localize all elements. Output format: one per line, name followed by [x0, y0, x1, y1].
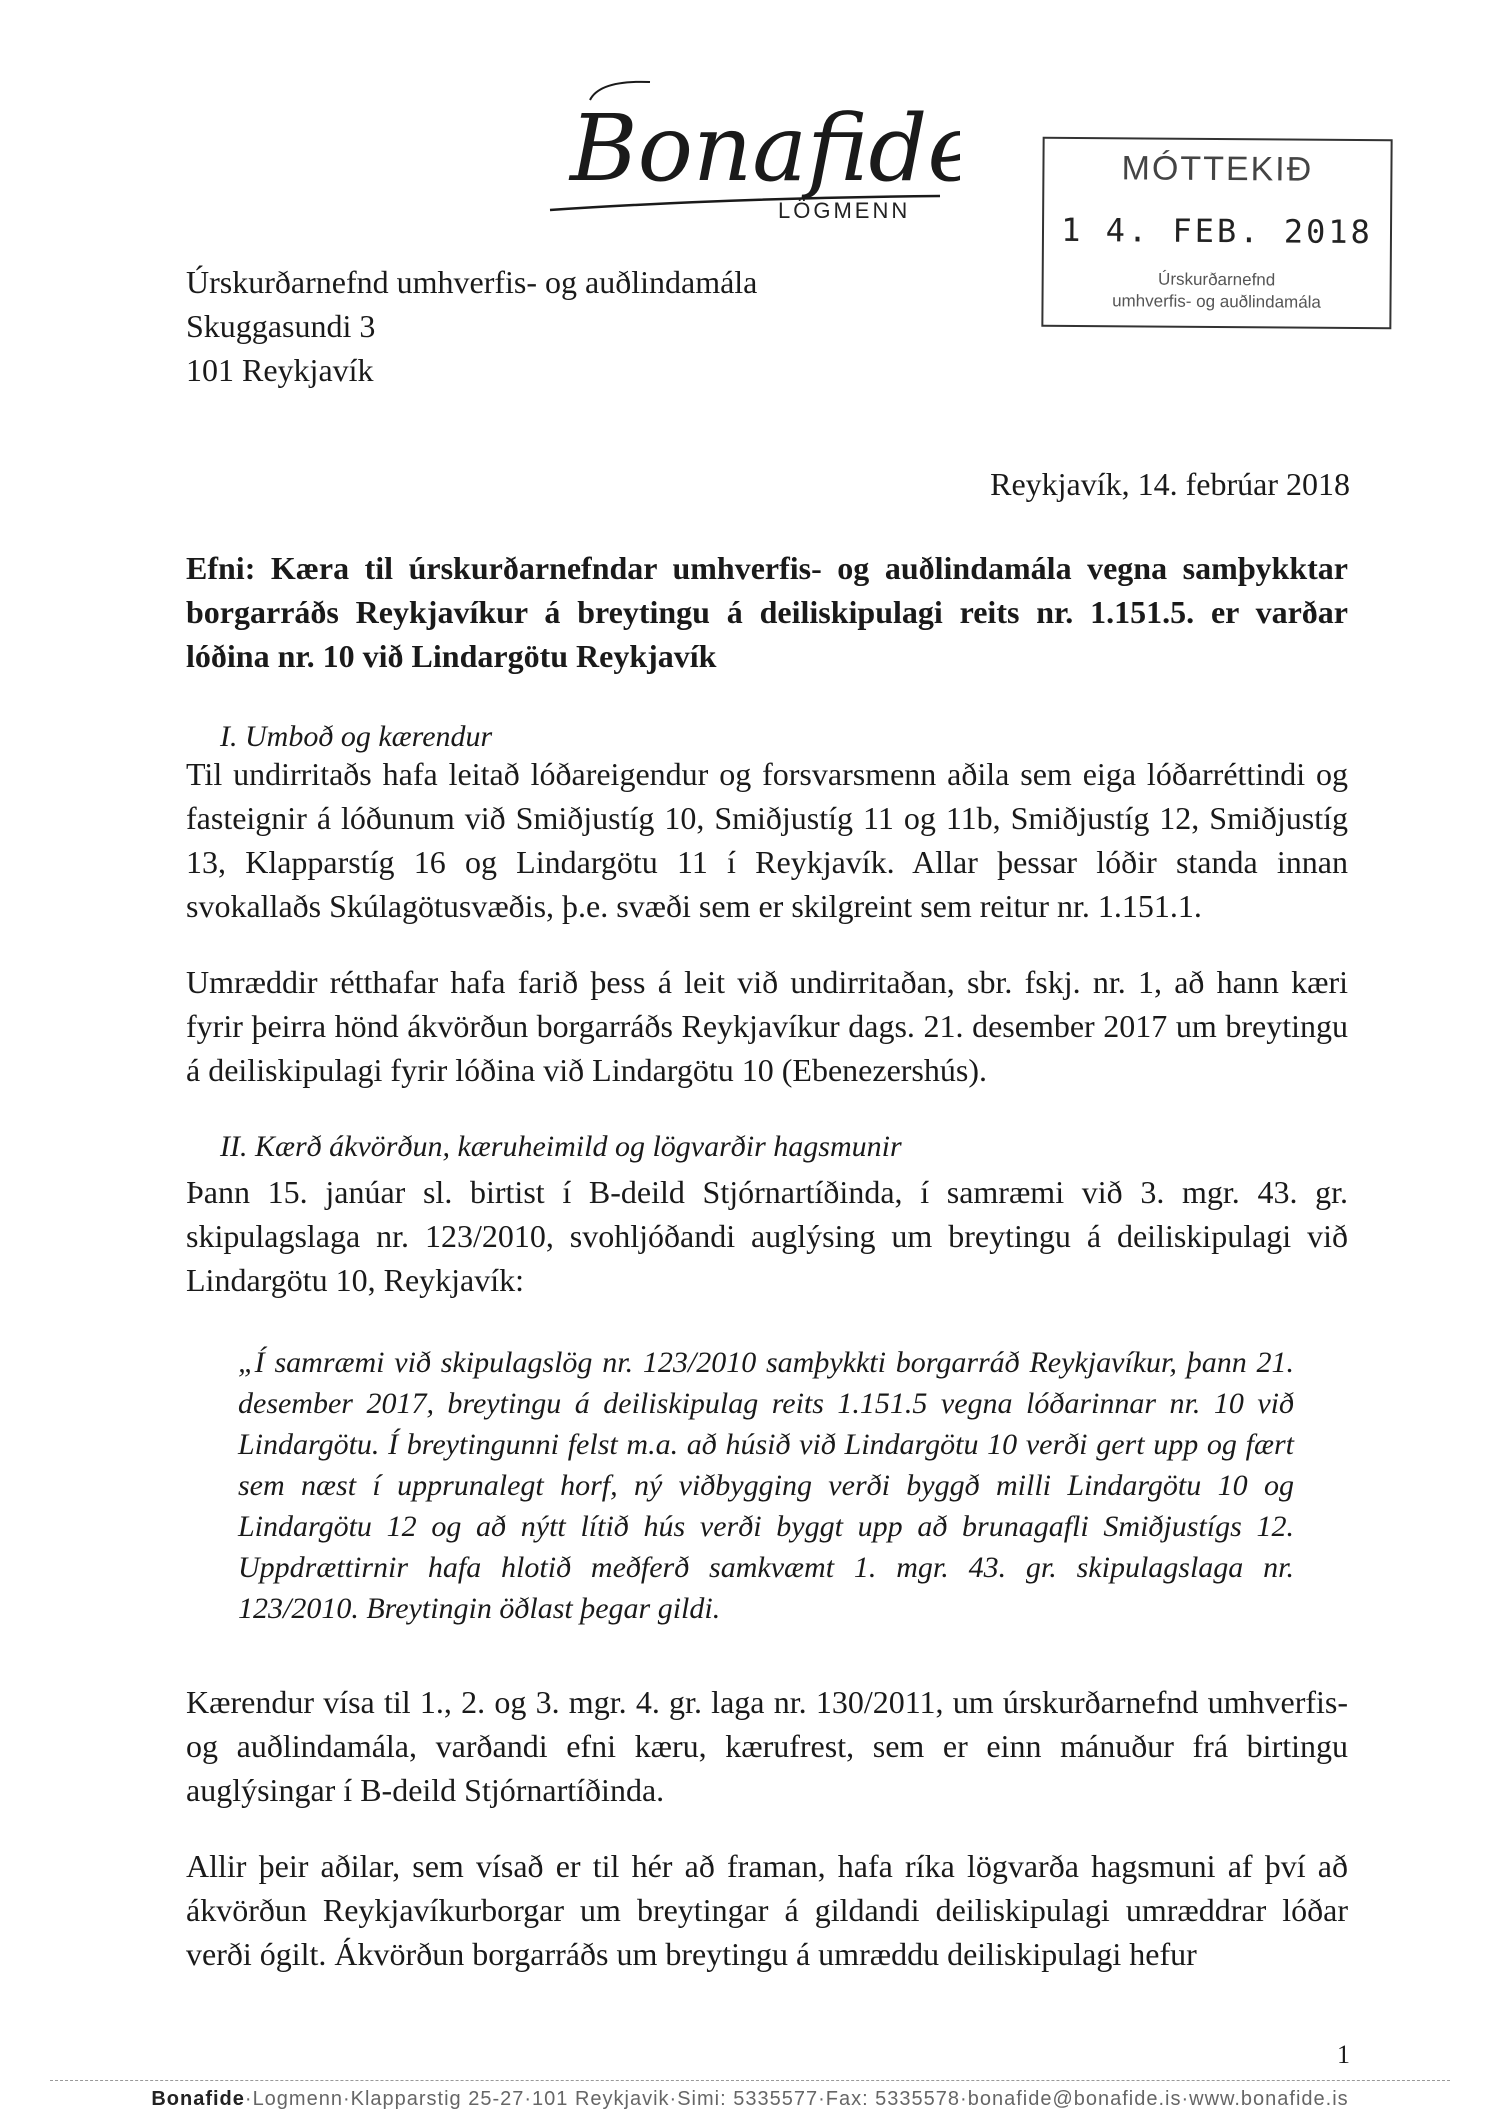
footer	[0, 2088, 1500, 2111]
footer-brand: Bonafide	[151, 2088, 245, 2110]
section-2-heading: II. Kærð ákvörðun, kæruheimild og lögvarðir hagsmunir	[220, 1130, 902, 1163]
page-number: 1	[1337, 2040, 1350, 2069]
section-2-quote: „Í samræmi við skipulagslög nr. 123/2010 samþykkti borgarráð Reykjavíkur, þann 21. desember 2017, breytingu á deiliskipulag reits 1.151.5 vegna lóðarinnar nr. 10 við Lindargötu. Í breytingunni felst m.a. að húsið við Lindargötu 10 verði gert upp og fært sem næst í upprunalegt horf, ný viðbygging verði byggð milli Lindargötu 10 og Lindargötu 12 og að nýtt lítið hús verði byggt upp að brunagafli Smiðjustígs 12. Uppdrættirnir hafa hlotið meðferð samkvæmt 1. mgr. 43. gr. skipulagslaga nr. 123/2010. Breytingin öðlast þegar gildi.	[238, 1346, 1294, 1625]
section-1-paragraph-1: Til undirritaðs hafa leitað lóðareigendur og forsvarsmenn aðila sem eiga lóðarréttindi og fasteignir á lóðunum við Smiðjustíg 10, Smiðjustíg 11 og 11b, Smiðjustíg 12, Smiðjustíg 13, Klapparstíg 16 og Lindargötu 11 í Reykjavík. Allar þessar lóðir standa innan svokallaðs Skúlagötusvæðis, þ.e. svæði sem er skilgreint sem reitur nr. 1.151.1.	[186, 756, 1348, 924]
logo-script-text: Bonafide	[570, 95, 960, 202]
footer-details: Logmenn·Klapparstig 25-27·101 Reykjavik·Simi: 5335577·Fax: 5335578·bonafide@bonafide.is·www.bonafide.is	[252, 2088, 1349, 2110]
section-1-paragraph-2: Umræddir rétthafar hafa farið þess á leit við undirritaðan, sbr. fskj. nr. 1, að hann kæri fyrir þeirra hönd ákvörðun borgarráðs Reykjavíkur dags. 21. desember 2017 um breytingu á deiliskipulagi fyrir lóðina við Lindargötu 10 (Ebenezershús).	[186, 964, 1348, 1088]
section-2-paragraph-2: Kærendur vísa til 1., 2. og 3. mgr. 4. gr. laga nr. 130/2011, um úrskurðarnefnd umhverfis- og auðlindamála, varðandi efni kæru, kærufrest, sem er einn mánuður frá birtingu auglýsingar í B-deild Stjórnartíðinda.	[186, 1684, 1348, 1808]
section-2-paragraph-1: Þann 15. janúar sl. birtist í B-deild Stjórnartíðinda, í samræmi við 3. mgr. 43. gr. skipulagslaga nr. 123/2010, svohljóðandi auglýsing um breytingu á deiliskipulagi við Lindargötu 10, Reykjavík:	[186, 1174, 1348, 1298]
stamp-date: 1 4. FEB. 2018	[1061, 210, 1374, 252]
recipient-name: Úrskurðarnefnd umhverfis- og auðlindamála	[186, 264, 758, 300]
recipient-city: 101 Reykjavík	[186, 352, 374, 388]
subject-line: Efni: Kæra til úrskurðarnefndar umhverfis- og auðlindamála vegna samþykktar borgarráðs Reykjavíkur á breytingu á deiliskipulagi reits nr. 1.151.5. er varðar lóðina nr. 10 við Lindargötu Reykjavík	[186, 550, 1348, 674]
footer-divider	[50, 2080, 1450, 2081]
section-2-paragraph-3: Allir þeir aðilar, sem vísað er til hér að framan, hafa ríka lögvarða hagsmuni af því að ákvörðun Reykjavíkurborgar um breytingar á gildandi deiliskipulagi umræddrar lóðar verði ógilt. Ákvörðun borgarráðs um breytingu á umræddu deiliskipulagi hefur	[186, 1848, 1348, 1972]
received-stamp	[1041, 137, 1392, 329]
stamp-org-line1: Úrskurðarnefnd	[1158, 269, 1276, 290]
stamp-title: MÓTTEKIÐ	[1121, 149, 1314, 189]
logo-subtitle: LÖGMENN	[778, 198, 911, 223]
recipient-street: Skuggasundi 3	[186, 308, 376, 344]
letter-date: Reykjavík, 14. febrúar 2018	[990, 466, 1350, 502]
section-1-heading: I. Umboð og kærendur	[220, 720, 493, 753]
stamp-org-line2: umhverfis- og auðlindamála	[1112, 291, 1322, 312]
footer-separator: ·	[244, 2088, 253, 2110]
